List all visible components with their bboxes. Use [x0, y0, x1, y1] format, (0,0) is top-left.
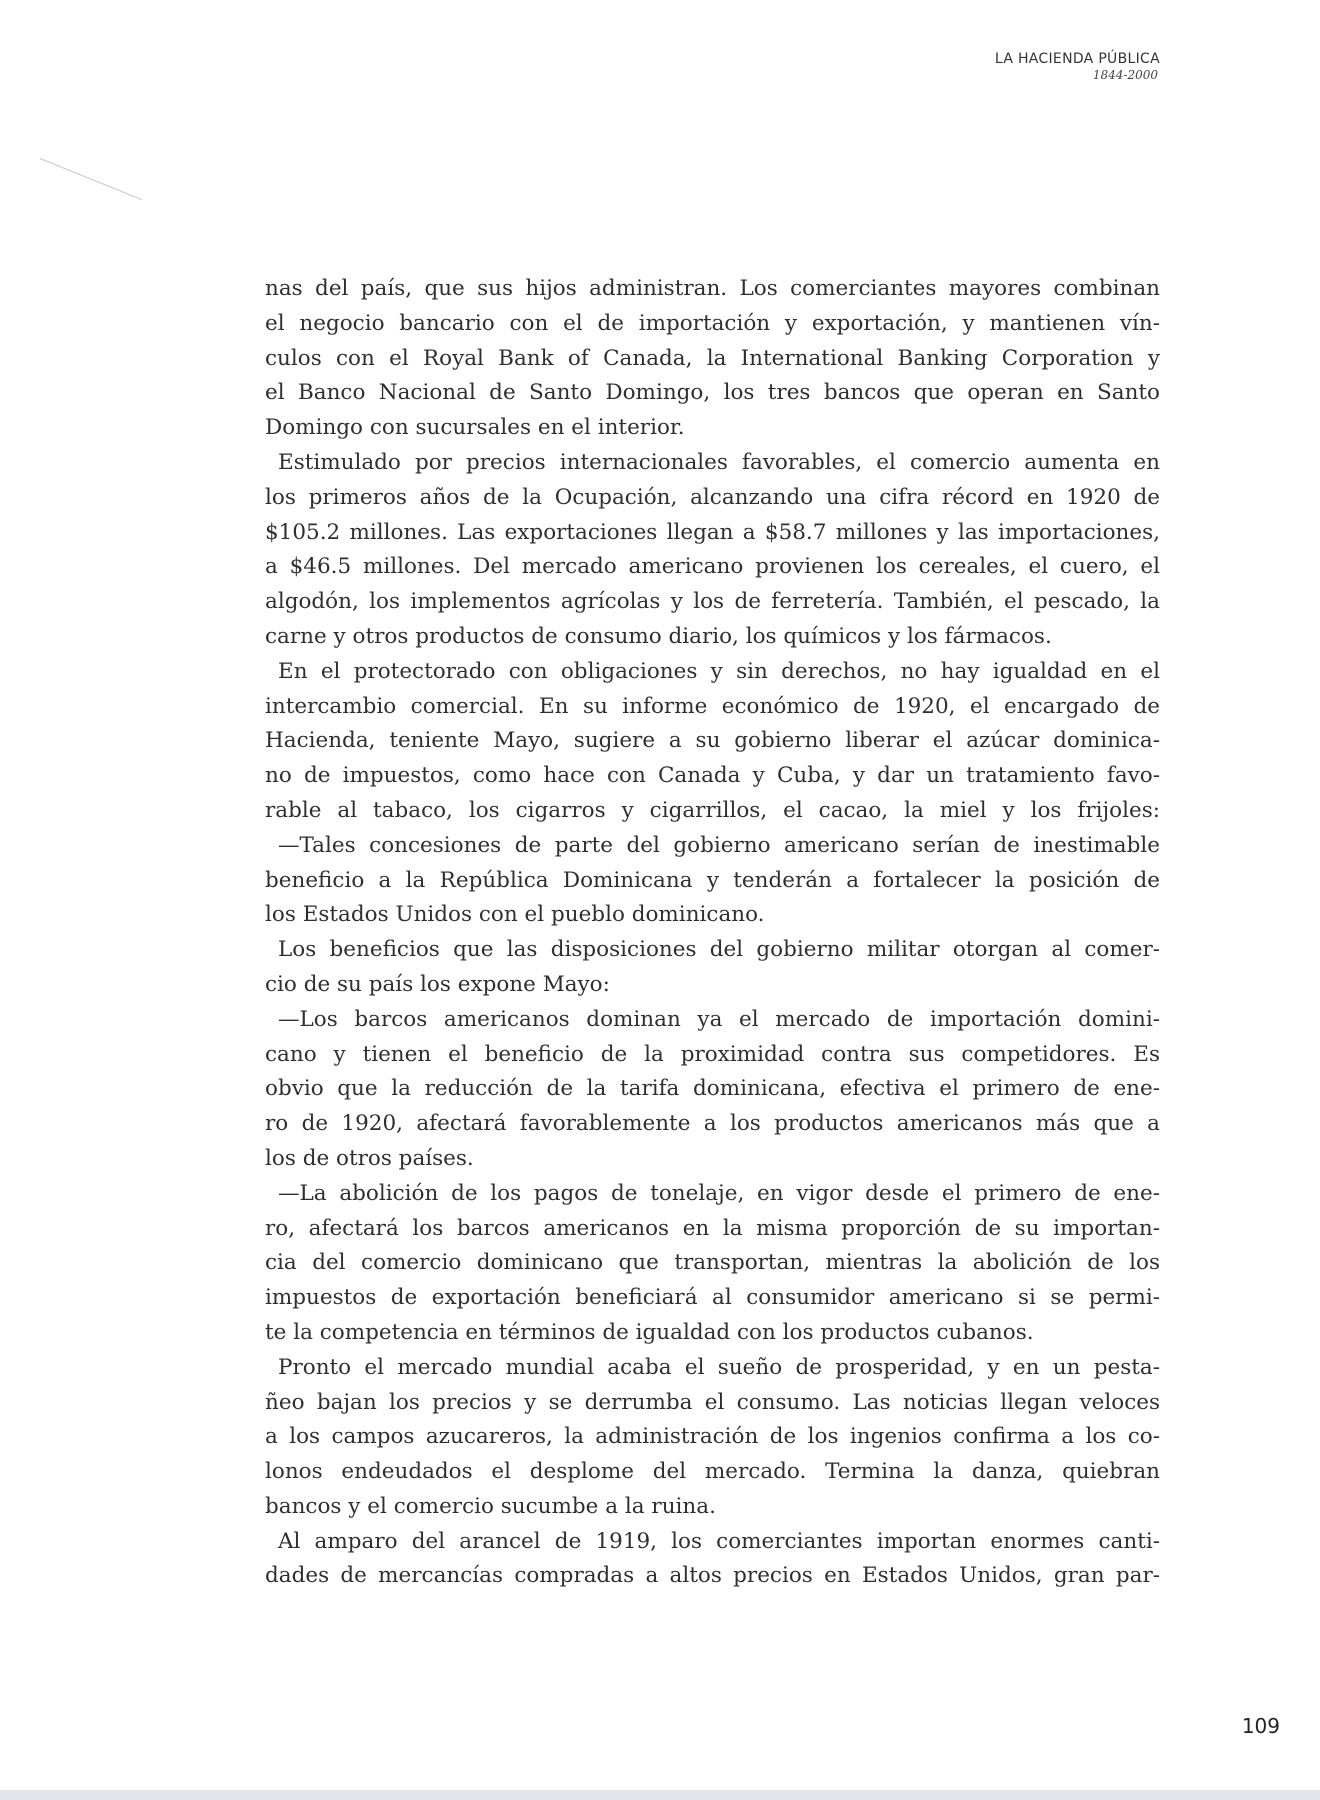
text-line: Pronto el mercado mundial acaba el sueño de prosperidad, y en un pesta- [278, 1354, 1160, 1380]
book-title: LA HACIENDA PÚBLICA [994, 51, 1160, 67]
text-line: $105.2 millones. Las exportaciones llegan a $58.7 millones y las importaciones, [265, 519, 1160, 545]
paragraph [265, 1351, 1160, 1525]
text-line: culos con el Royal Bank of Canada, la International Banking Corporation y [265, 345, 1160, 371]
text-line: bancos y el comercio sucumbe a la ruina. [265, 1493, 716, 1519]
text-line: te la competencia en términos de igualdad con los productos cubanos. [265, 1319, 1034, 1345]
running-header [995, 50, 1160, 82]
text-line: beneficio a la República Dominicana y tenderán a fortalecer la posición de [265, 867, 1160, 893]
text-line: los primeros años de la Ocupación, alcanzando una cifra récord en 1920 de [265, 484, 1160, 510]
text-line: —Tales concesiones de parte del gobierno americano serían de inestimable [278, 832, 1160, 858]
text-line: nas del país, que sus hijos administran. Los comerciantes mayores combinan [265, 276, 1160, 301]
text-line: los Estados Unidos con el pueblo dominicano. [265, 902, 765, 928]
text-line: Al amparo del arancel de 1919, los comerciantes importan enormes canti- [278, 1528, 1160, 1554]
text-line: carne y otros productos de consumo diario, los químicos y los fármacos. [265, 623, 1052, 649]
paragraph [265, 446, 1160, 655]
text-line: obvio que la reducción de la tarifa dominicana, efectiva el primero de ene- [265, 1076, 1160, 1102]
text-line: dades de mercancías compradas a altos precios en Estados Unidos, gran par- [265, 1563, 1160, 1589]
page-number: 109 [1241, 1714, 1280, 1738]
text-line: el negocio bancario con el de importación y exportación, y mantienen vín- [265, 310, 1160, 336]
text-line: ro de 1920, afectará favorablemente a los productos americanos más que a [265, 1111, 1160, 1137]
text-line: En el protectorado con obligaciones y sin derechos, no hay igualdad en el [278, 658, 1160, 684]
text-line: cano y tienen el beneficio de la proximidad contra sus competidores. Es [265, 1041, 1160, 1067]
text-line: —La abolición de los pagos de tonelaje, en vigor desde el primero de ene- [278, 1180, 1160, 1206]
text-line: lonos endeudados el desplome del mercado. Termina la danza, quiebran [265, 1459, 1160, 1485]
paragraph [265, 933, 1160, 1003]
text-line: algodón, los implementos agrícolas y los de ferretería. También, el pescado, la [265, 589, 1160, 615]
paragraph [265, 1525, 1160, 1595]
book-years: 1844-2000 [1092, 68, 1158, 82]
text-line: Domingo con sucursales en el interior. [265, 415, 685, 441]
text-line: Hacienda, teniente Mayo, sugiere a su gobierno liberar el azúcar dominica- [265, 728, 1160, 754]
text-line: los de otros países. [265, 1145, 474, 1171]
paragraph [265, 655, 1160, 829]
paragraph [265, 1003, 1160, 1177]
text-line: ñeo bajan los precios y se derrumba el consumo. Las noticias llegan veloces [265, 1389, 1160, 1415]
scan-bottom-edge [0, 1790, 1320, 1800]
text-line: ro, afectará los barcos americanos en la misma proporción de su importan- [265, 1215, 1160, 1241]
paragraph [265, 829, 1160, 933]
text-line: cio de su país los expone Mayo: [265, 971, 610, 997]
text-line: el Banco Nacional de Santo Domingo, los tres bancos que operan en Santo [265, 380, 1160, 406]
text-line: rable al tabaco, los cigarros y cigarrillos, el cacao, la miel y los frijoles: [265, 797, 1160, 823]
text-line: Estimulado por precios internacionales favorables, el comercio aumenta en [278, 449, 1160, 475]
paragraph [265, 1177, 1160, 1351]
text-line: a $46.5 millones. Del mercado americano provienen los cereales, el cuero, el [265, 554, 1160, 580]
text-line: Los beneficios que las disposiciones del gobierno militar otorgan al comer- [278, 937, 1160, 963]
text-line: no de impuestos, como hace con Canada y Cuba, y dar un tratamiento favo- [265, 763, 1160, 789]
paragraph [265, 272, 1160, 446]
text-line: a los campos azucareros, la administración de los ingenios confirma a los co- [265, 1424, 1160, 1450]
text-line: impuestos de exportación beneficiará al consumidor americano si se permi- [265, 1285, 1160, 1311]
text-line: cia del comercio dominicano que transportan, mientras la abolición de los [265, 1250, 1160, 1276]
text-line: —Los barcos americanos dominan ya el mercado de importación domini- [278, 1006, 1160, 1032]
scan-artifact-line [40, 158, 142, 200]
body-text [265, 272, 1160, 1594]
text-line: intercambio comercial. En su informe económico de 1920, el encargado de [265, 693, 1160, 719]
